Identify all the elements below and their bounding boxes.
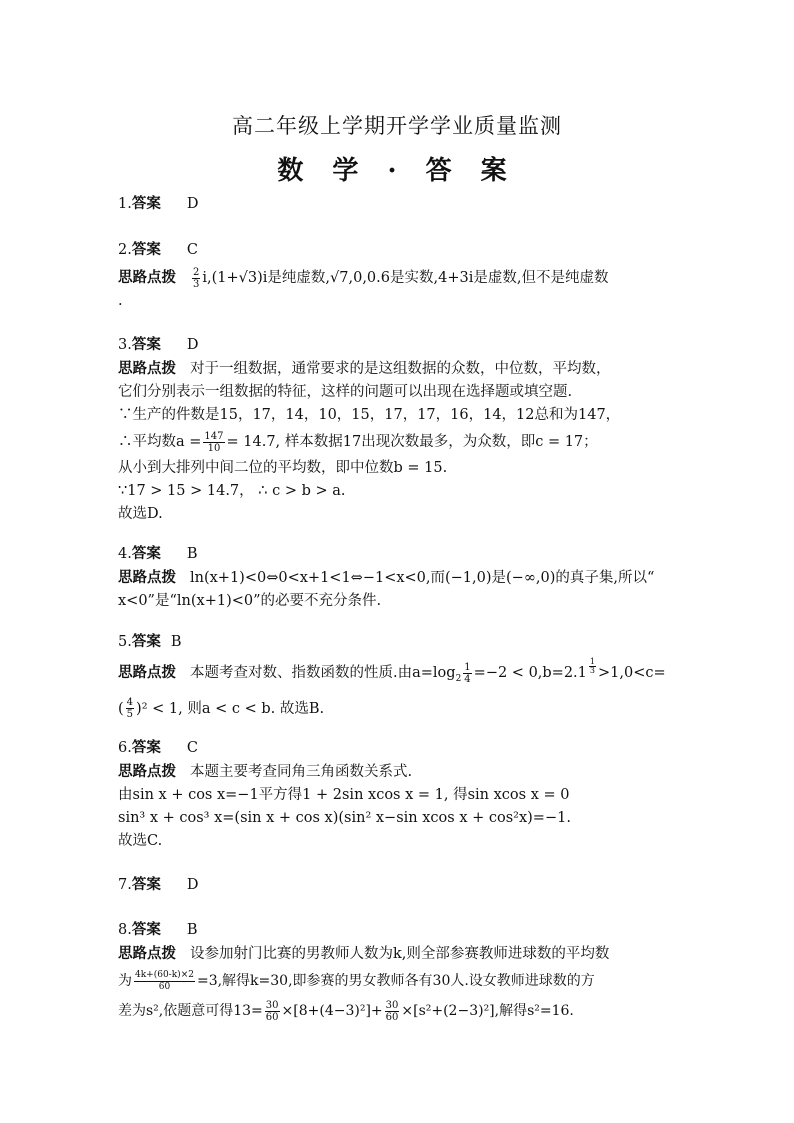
hint-text: 故选D. <box>118 506 163 522</box>
answer-value: D <box>186 337 199 353</box>
log-base: 2 <box>455 673 462 684</box>
hint-label: 思路点拨 <box>118 360 176 377</box>
hint-text: sin³ x + cos³ x=(sin x + cos x)(sin² x−sin xcos x + cos²x)=−1. <box>118 810 571 826</box>
hint-text: ∴平均数a = <box>118 434 202 450</box>
answer-value: D <box>186 877 199 893</box>
answer-value: C <box>186 740 198 756</box>
answer-label: 答案 <box>131 336 161 353</box>
answer-label: 答案 <box>131 241 161 258</box>
hint-text: 故选C. <box>118 833 163 849</box>
hint-text: 本题考查对数、指数函数的性质.由a=log <box>190 665 456 681</box>
question-number: 6. <box>118 740 132 756</box>
question-number: 3. <box>118 337 132 353</box>
hint-label: 思路点拨 <box>118 269 176 286</box>
answer-label: 答案 <box>131 195 161 212</box>
fraction: $\frac{2}{3}$ <box>193 266 200 290</box>
hint-text: )² < 1, 则a < c < b. 故选B. <box>136 700 325 717</box>
fraction: $\frac{147}{10}$ <box>204 430 224 454</box>
hint-text: x<0”是“ln(x+1)<0”的必要不充分条件. <box>118 593 382 609</box>
hint-label: 思路点拨 <box>118 945 176 962</box>
hint-text: 设参加射门比赛的男教师人数为k,则全部参赛教师进球数的平均数 <box>190 946 610 962</box>
answer-value: C <box>186 242 198 258</box>
hint-text: >1,0<c= <box>597 665 666 681</box>
answer-value: B <box>170 634 182 650</box>
question-8 <box>118 918 683 1026</box>
fraction: $\frac{4k+(60-k)\times 2}{60}$ <box>135 969 194 992</box>
question-number: 4. <box>118 546 132 562</box>
hint-text: ×[s²+(2−3)²],解得s²=16. <box>401 1003 574 1019</box>
question-6 <box>118 736 683 853</box>
hint-text: 从小到大排列中间二位的平均数，即中位数b = 15. <box>118 460 448 476</box>
question-1 <box>118 192 683 216</box>
question-number: 7. <box>118 877 132 893</box>
hint-text: ∵17 > 15 > 14.7， ∴ c > b > a. <box>118 483 346 499</box>
answer-label: 答案 <box>131 921 161 938</box>
question-3 <box>118 333 683 526</box>
fraction: $\frac{30}{60}$ <box>385 999 399 1023</box>
question-5 <box>118 630 683 724</box>
fraction: $\frac{4}{5}$ <box>126 697 134 721</box>
hint-text: ∵生产的件数是15，17，14，10，15，17，17，16，14，12总和为147， <box>118 407 621 423</box>
question-2 <box>118 238 683 313</box>
hint-label: 思路点拨 <box>118 569 176 586</box>
hint-text: =−2 < 0,b=2.1 <box>473 665 587 681</box>
question-number: 8. <box>118 922 132 938</box>
fraction: $\frac{1}{4}$ <box>464 661 471 685</box>
answer-label: 答案 <box>131 739 161 756</box>
hint-text: 本题主要考查同角三角函数关系式. <box>190 764 413 780</box>
hint-text: 差为s²,依题意可得13= <box>118 1003 263 1019</box>
question-7 <box>118 873 683 897</box>
question-4 <box>118 542 683 613</box>
answer-value: D <box>186 196 199 212</box>
exponent-fraction: $\frac{1}{3}$ <box>589 657 595 675</box>
answer-label: 答案 <box>131 633 161 650</box>
hint-text: = 14.7, 样本数据17出现次数最多，为众数，即c = 17； <box>226 434 598 450</box>
hint-text: 由sin x + cos x=−1平方得1 + 2sin xcos x = 1, 得sin xcos x = 0 <box>118 787 570 803</box>
hint-text: 为 <box>118 973 132 989</box>
hint-text: 对于一组数据，通常要求的是这组数据的众数，中位数，平均数， <box>190 361 611 377</box>
answer-value: B <box>186 922 198 938</box>
question-number: 2. <box>118 242 132 258</box>
hint-text: . <box>118 293 123 309</box>
hint-label: 思路点拨 <box>118 763 176 780</box>
hint-text: 它们分别表示一组数据的特征，这样的问题可以出现在选择题或填空题. <box>118 384 573 400</box>
hint-text: =3,解得k=30,即参赛的男女教师各有30人.设女教师进球数的方 <box>196 973 595 989</box>
question-number: 5. <box>118 634 132 650</box>
fraction: $\frac{30}{60}$ <box>265 999 279 1023</box>
hint-text: ×[8+(4−3)²]+ <box>281 1003 383 1019</box>
page-subtitle: 数 学 · 答 案 <box>277 156 517 186</box>
answer-label: 答案 <box>131 876 161 893</box>
answer-value: B <box>186 546 198 562</box>
hint-label: 思路点拨 <box>118 664 176 681</box>
hint-text: ln(x+1)<0⇔0<x+1<1⇔−1<x<0,而(−1,0)是(−∞,0)的真子集,所以“ <box>190 570 655 586</box>
question-number: 1. <box>118 196 132 212</box>
answer-label: 答案 <box>131 545 161 562</box>
page-title: 高二年级上学期开学学业质量监测 <box>232 114 562 138</box>
hint-text: ( <box>118 700 124 717</box>
hint-text: i,(1+√3)i是纯虚数,√7,0,0.6是实数,4+3i是虚数,但不是纯虚数 <box>202 270 609 286</box>
